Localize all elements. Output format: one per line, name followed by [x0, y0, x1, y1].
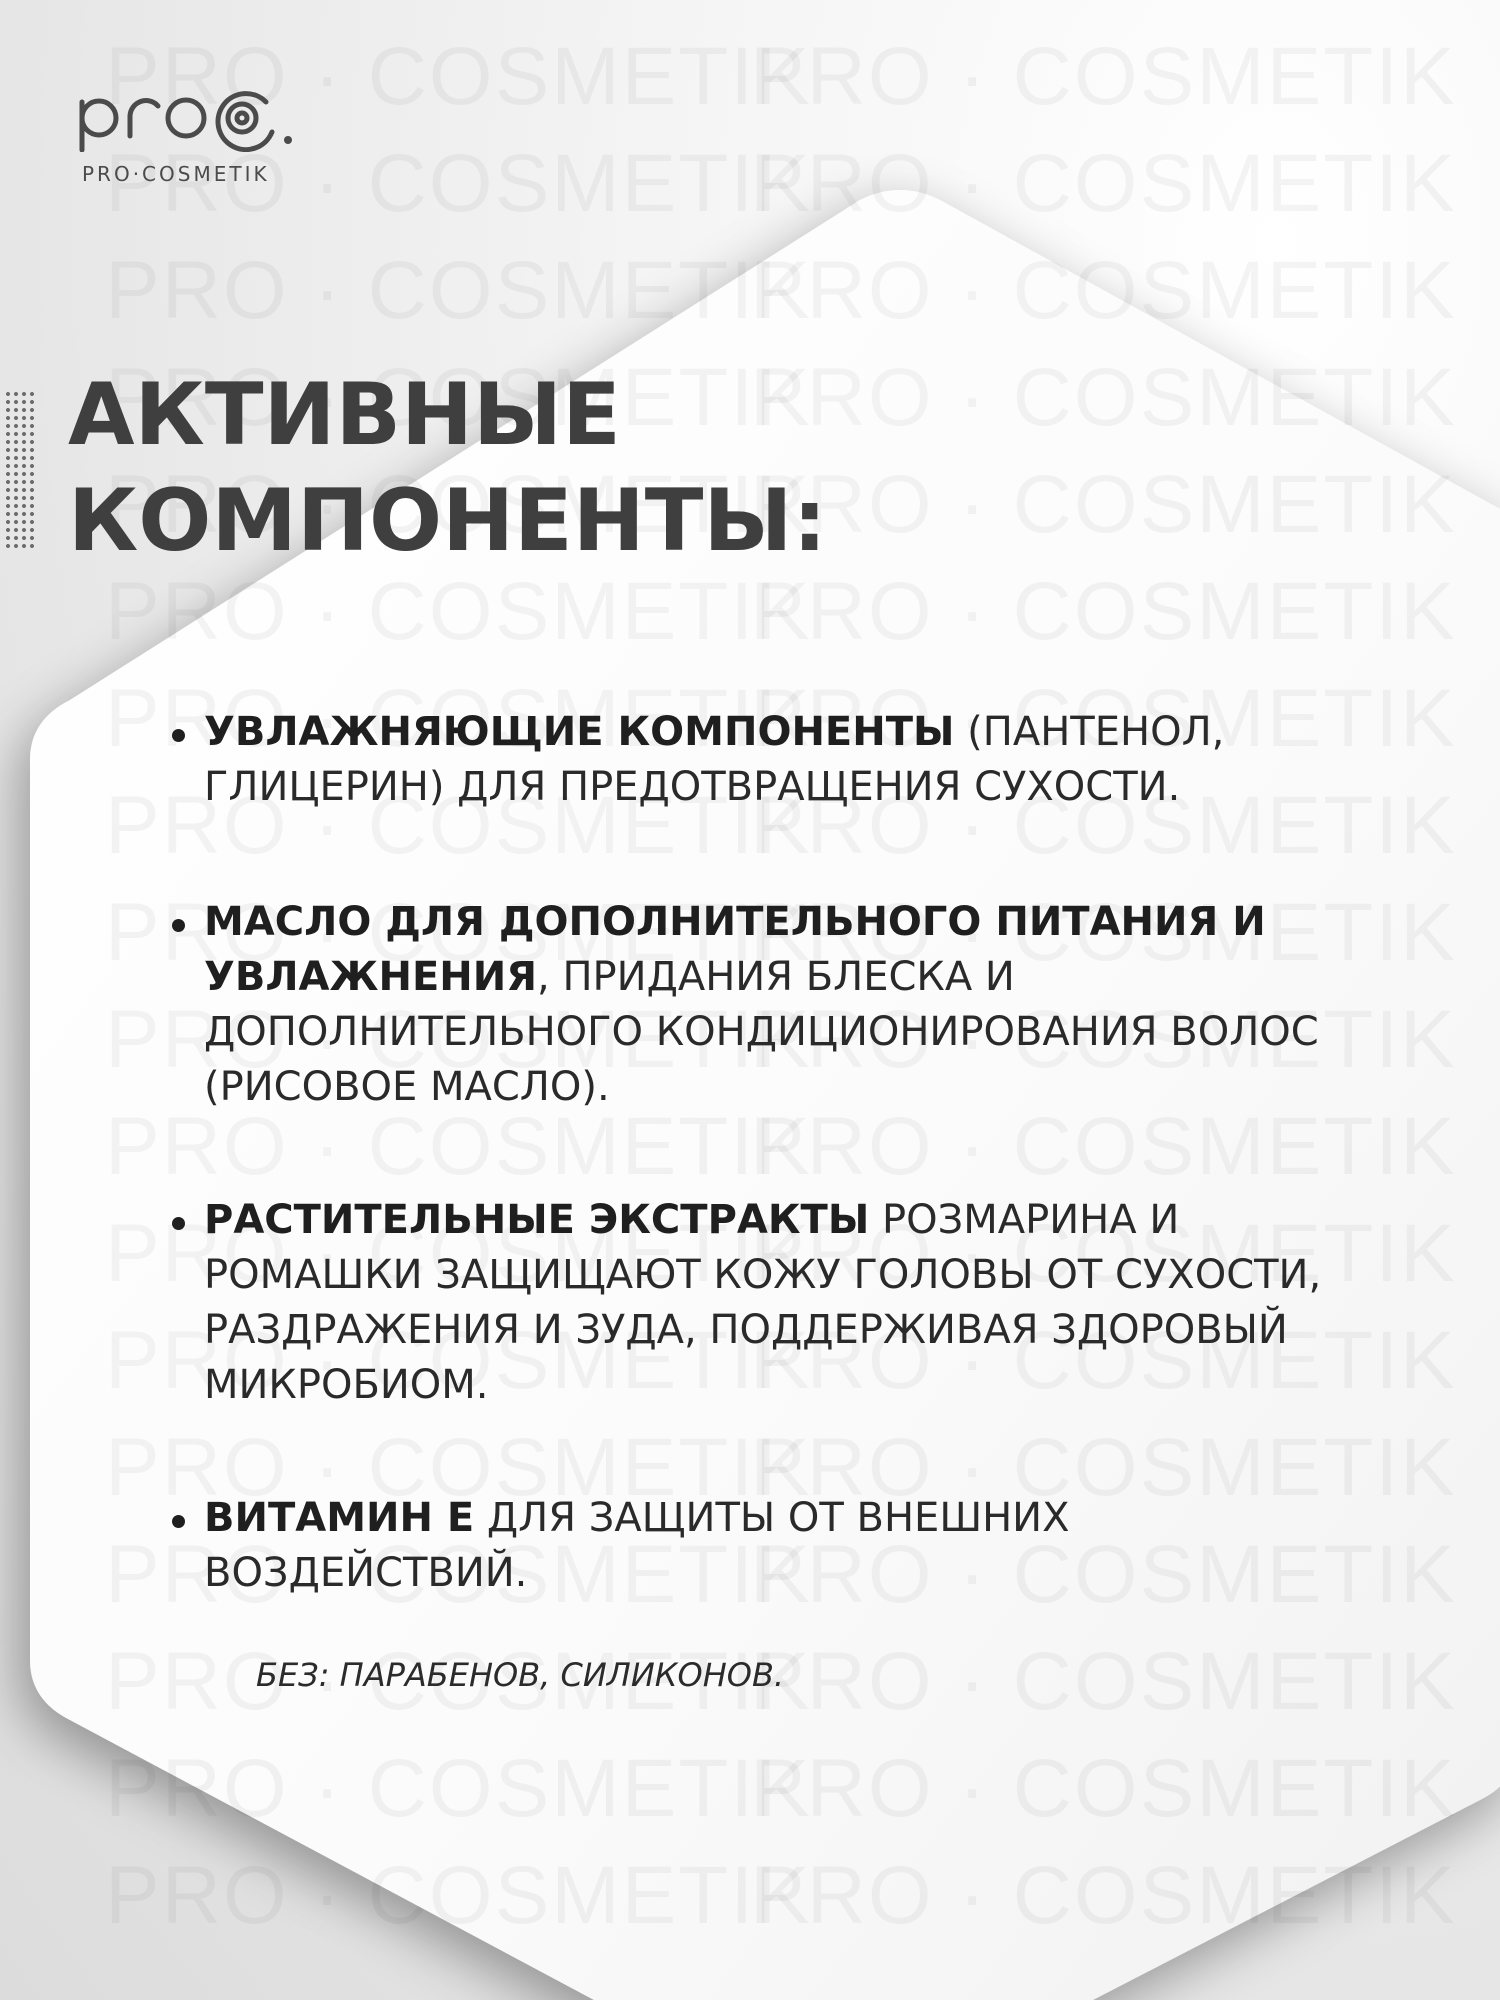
- page-title: [68, 362, 827, 574]
- pro-c-logo-icon: [76, 80, 296, 152]
- dot-pattern: [4, 390, 34, 550]
- item-bold-text: ВИТАМИН Е: [204, 1495, 475, 1541]
- logo-caption: PRO·COSMETIK: [82, 162, 270, 186]
- brand-logo: [76, 80, 336, 190]
- title-line-1: АКТИВНЫЕ: [68, 365, 621, 465]
- item-text: (ПАНТЕНОЛ, ГЛИЦЕРИН) ДЛЯ ПРЕДОТВРАЩЕНИЯ СУХОСТИ.: [204, 709, 1225, 810]
- item-bold-text: МАСЛО ДЛЯ ДОПОЛНИТЕЛЬНОГО ПИТАНИЯ И УВЛАЖНЕНИЯ: [204, 899, 1266, 1000]
- list-item: [170, 705, 1400, 815]
- item-text: , ПРИДАНИЯ БЛЕСКА И ДОПОЛНИТЕЛЬНОГО КОНДИЦИОНИРОВАНИЯ ВОЛОС (РИСОВОЕ МАСЛО).: [204, 954, 1319, 1110]
- item-bold-text: УВЛАЖНЯЮЩИЕ КОМПОНЕНТЫ: [204, 709, 955, 755]
- components-list: [170, 705, 1400, 1676]
- item-bold-text: РАСТИТЕЛЬНЫЕ ЭКСТРАКТЫ: [204, 1197, 870, 1243]
- list-item: [170, 1193, 1400, 1413]
- list-item: [170, 1491, 1400, 1601]
- footnote: БЕЗ: ПАРАБЕНОВ, СИЛИКОНОВ.: [256, 1656, 785, 1694]
- item-text: ДЛЯ ЗАЩИТЫ ОТ ВНЕШНИХ ВОЗДЕЙСТВИЙ.: [204, 1495, 1070, 1596]
- title-line-2: КОМПОНЕНТЫ:: [68, 471, 827, 571]
- item-text: РОЗМАРИНА И РОМАШКИ ЗАЩИЩАЮТ КОЖУ ГОЛОВЫ ОТ СУХОСТИ, РАЗДРАЖЕНИЯ И ЗУДА, ПОДДЕРЖИВАЯ ЗДОРОВЫЙ МИКРОБИОМ.: [204, 1197, 1322, 1408]
- list-item: [170, 895, 1400, 1115]
